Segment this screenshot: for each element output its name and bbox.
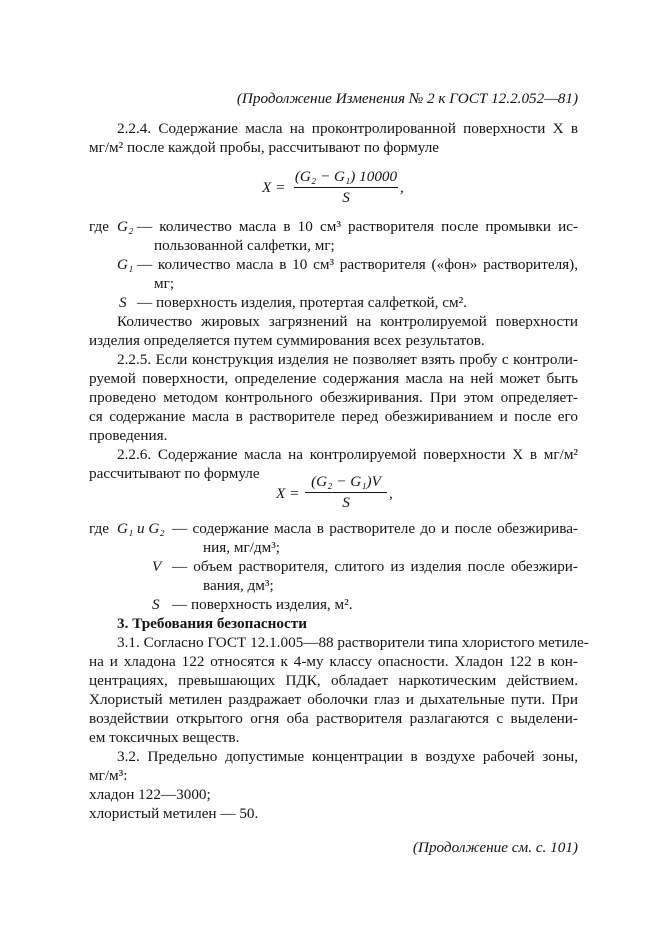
p32-line1: 3.2. Предельно допустимые концентрации в воздухе рабочей зоны,	[117, 748, 578, 765]
legend2-v-line1: — объем растворителя, слитого из изделия после обезжири-	[172, 558, 578, 575]
legend2-g-line1: — содержание масла в растворителе до и после обезжирива-	[172, 520, 578, 537]
legend1-g2-line2: пользованной салфетки, мг;	[154, 237, 335, 254]
p226-line2: рассчитывают по формуле	[89, 465, 260, 482]
legend1-g1-symbol: G₁	[117, 256, 134, 273]
legend2-s-line: — поверхность изделия, м².	[172, 596, 353, 613]
legend1-g1-line1: — количество масла в 10 см³ растворителя («фон» растворителя),	[137, 256, 578, 273]
p225-line5: проведения.	[89, 427, 168, 444]
formula-1-comma: ,	[400, 179, 404, 196]
p32-line2: мг/м³:	[89, 767, 128, 784]
p224-line2: мг/м² после каждой пробы, рассчитывают по формуле	[89, 139, 440, 156]
formula-2-comma: ,	[389, 485, 393, 502]
legend1-g1-line2: мг;	[154, 275, 175, 292]
formula-2-denominator: S	[342, 494, 350, 511]
page-footer: (Продолжение см. с. 101)	[412, 839, 578, 856]
p32-line4: хлористый метилен — 50.	[89, 805, 259, 822]
p-sum-line2: изделия определяется путем суммирования всех результатов.	[89, 332, 485, 349]
legend2-g-symbol: G₁ и G₂	[117, 520, 165, 537]
p225-line4: ся содержание масла в растворителе перед обезжириванием и после его	[89, 408, 578, 425]
formula-1-lhs: X =	[262, 179, 286, 196]
formula-2-lhs: X =	[276, 485, 300, 502]
legend1-g2-line1: — количество масла в 10 см³ растворителя после промывки ис-	[137, 218, 578, 235]
p31-line6: ем токсичных веществ.	[89, 729, 240, 746]
p225-line1: 2.2.5. Если конструкция изделия не позволяет взять пробу с контроли-	[117, 351, 578, 368]
p31-line5: воздействии открытого огня оба растворителя разлагаются с выделени-	[89, 710, 578, 727]
page-header: (Продолжение Изменения № 2 к ГОСТ 12.2.052—81)	[236, 90, 578, 107]
p225-line2: руемой поверхности, определение содержания масла на ней может быть	[89, 370, 578, 387]
p31-line1: 3.1. Согласно ГОСТ 12.1.005—88 растворители типа хлористого метиле-	[117, 634, 589, 651]
legend1-s-line: — поверхность изделия, протертая салфеткой, см².	[137, 294, 467, 311]
section-3-title: 3. Требования безопасности	[117, 615, 307, 632]
legend2-v-line2: вания, дм³;	[203, 577, 274, 594]
p226-line1: 2.2.6. Содержание масла на контролируемой поверхности X в мг/м²	[117, 446, 578, 463]
legend1-g2-symbol: G₂	[117, 218, 134, 235]
formula-2-numerator: (G₂ − G₁)V	[311, 473, 381, 490]
p31-line3: центрациях, превышающих ПДК, обладает наркотическим действием.	[89, 672, 578, 689]
legend1-s-symbol: S	[119, 294, 127, 311]
p-sum-line1: Количество жировых загрязнений на контролируемой поверхности	[117, 313, 578, 330]
p224-line1: 2.2.4. Содержание масла на проконтролированной поверхности X в	[117, 120, 578, 137]
formula-1-denominator: S	[342, 189, 350, 206]
formula-1-numerator: (G₂ − G₁) 10000	[294, 168, 398, 185]
legend2-s-symbol: S	[152, 596, 160, 613]
p32-line3: хладон 122—3000;	[89, 786, 211, 803]
legend2-g-line2: ния, мг/дм³;	[203, 539, 281, 556]
legend1-where: где	[89, 218, 109, 235]
legend2-v-symbol: V	[152, 558, 162, 575]
legend2-where: где	[89, 520, 109, 537]
p225-line3: проведено методом контрольного обезжиривания. При этом определяет-	[89, 389, 578, 406]
p31-line4: Хлористый метилен раздражает оболочки глаз и дыхательные пути. При	[89, 691, 578, 708]
p31-line2: на и хладона 122 относятся к 4-му классу опасности. Хладон 122 в кон-	[89, 653, 578, 670]
